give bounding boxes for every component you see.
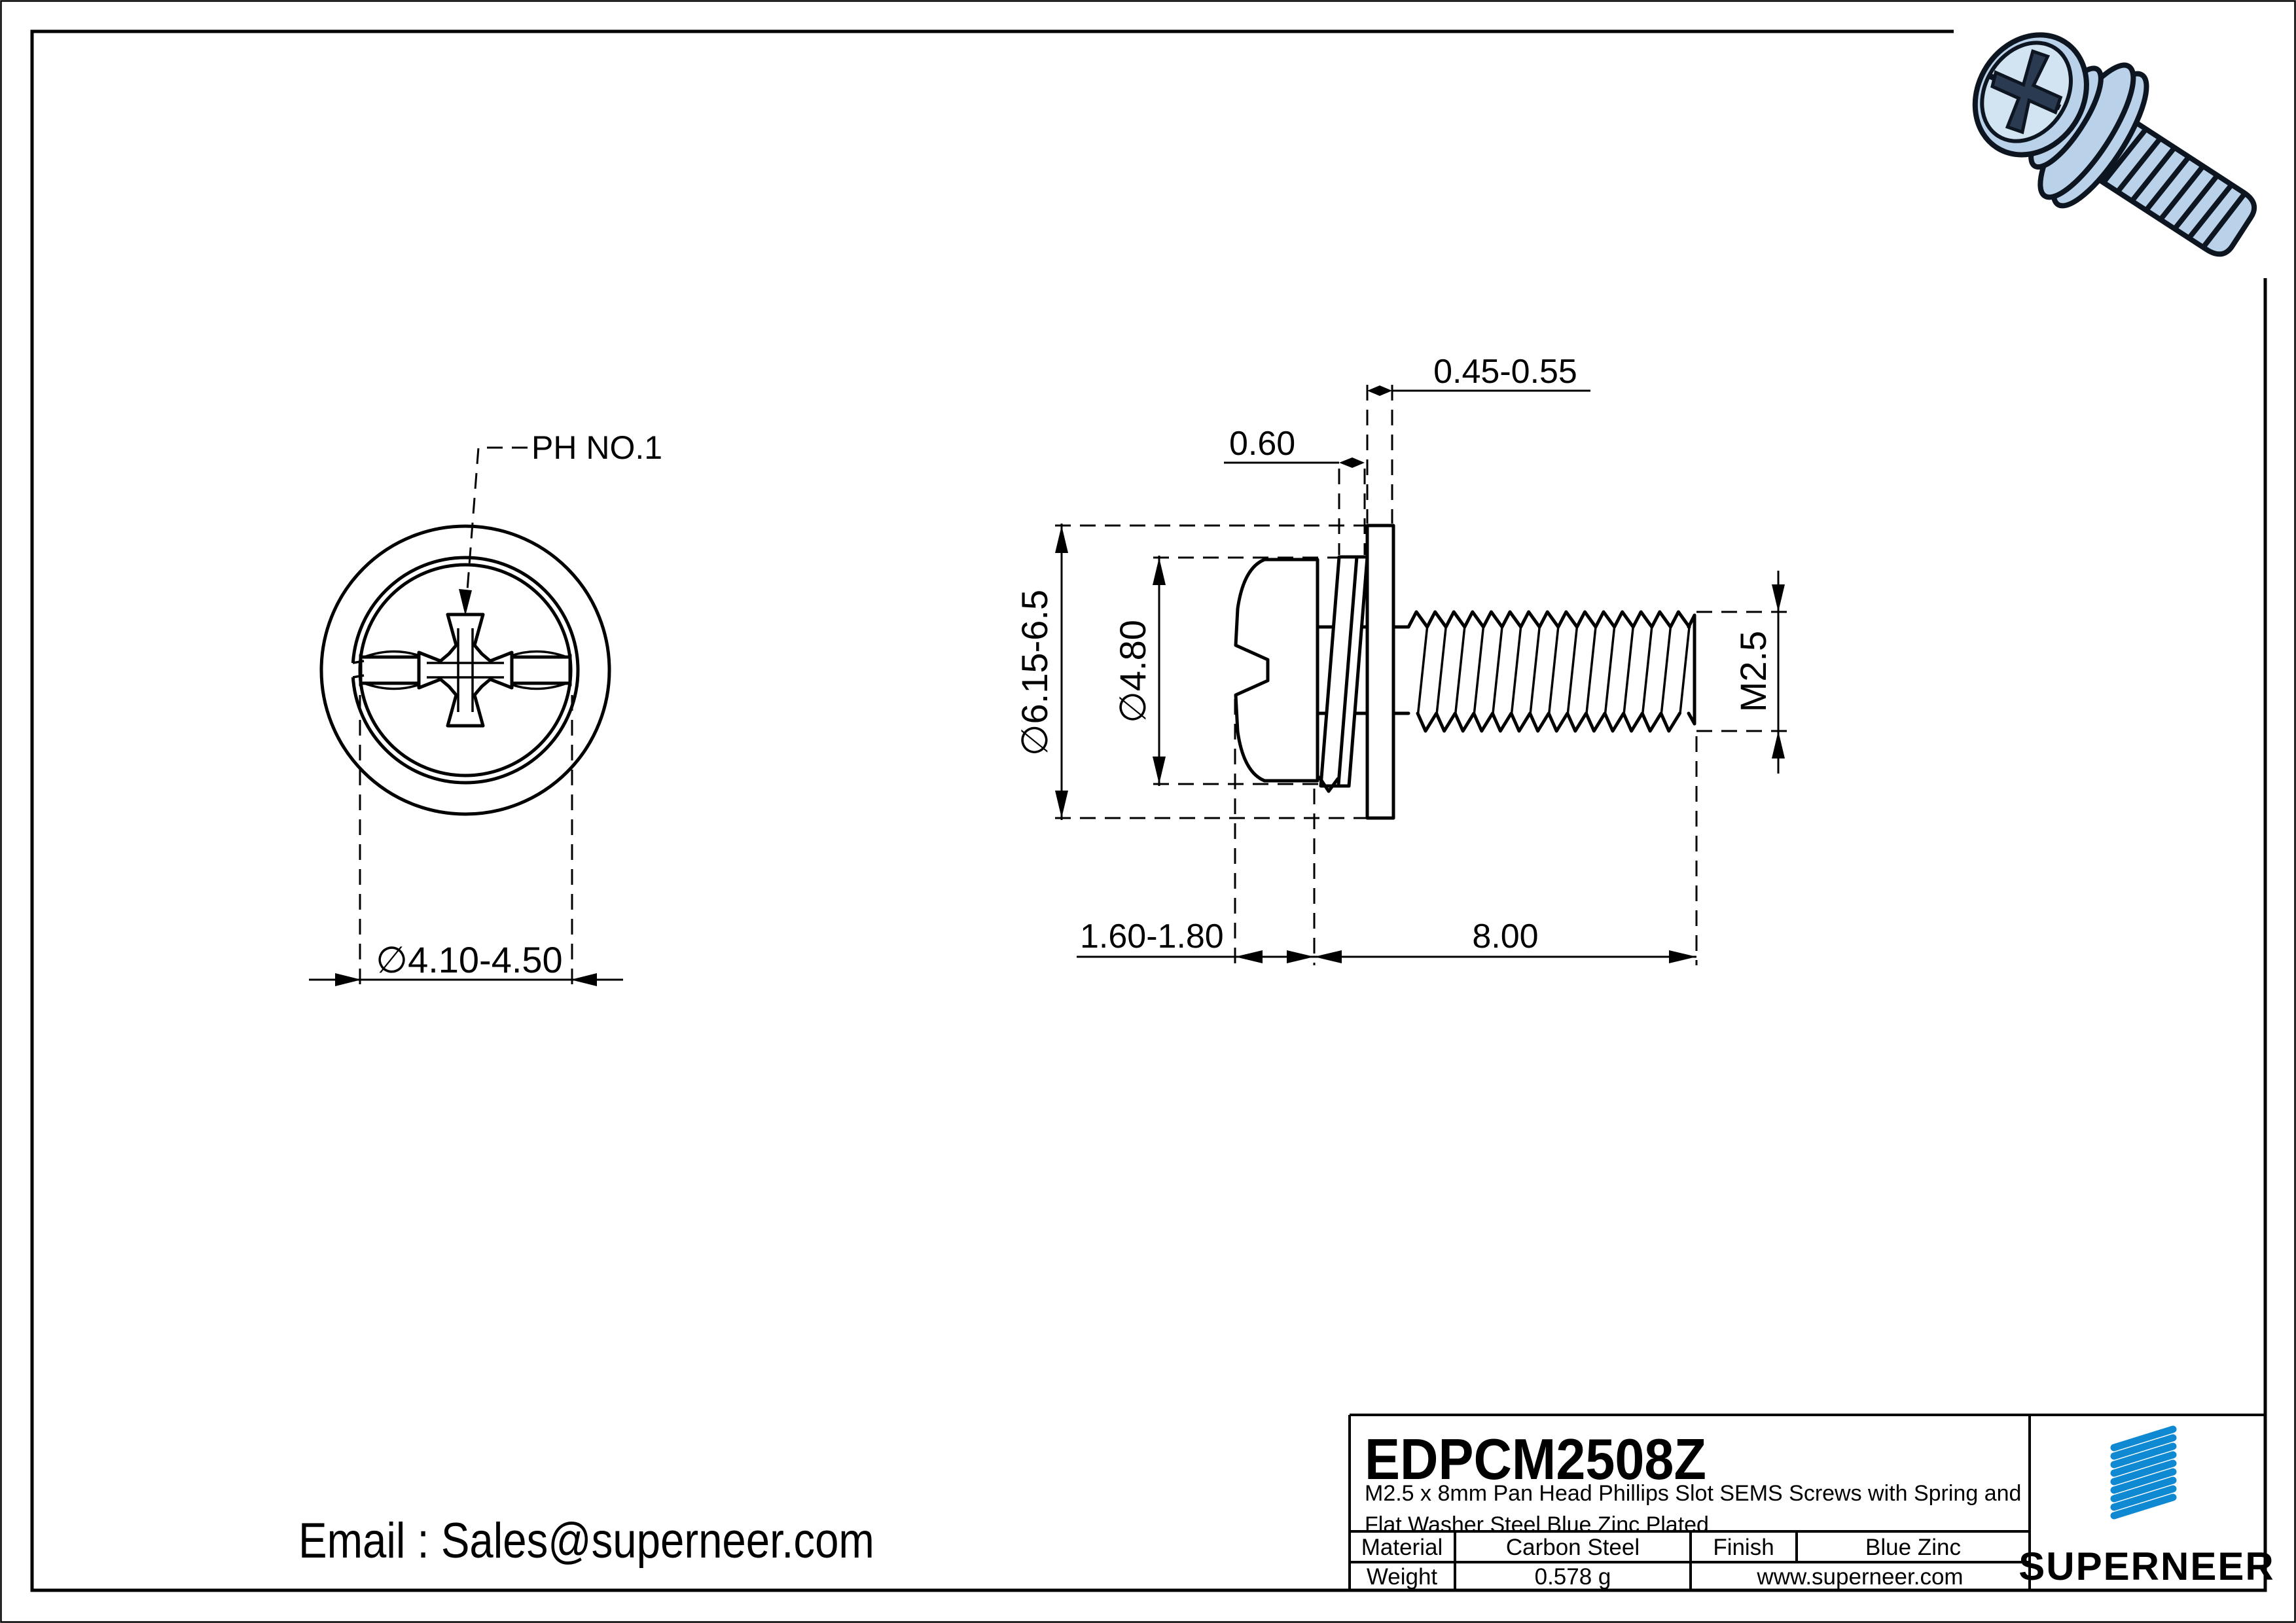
thread-crests-bottom	[1418, 713, 1679, 731]
dim-head-height: 1.60-1.80	[1080, 918, 1224, 955]
page-border	[32, 31, 2265, 1590]
description-line-1: M2.5 x 8mm Pan Head Phillips Slot SEMS Screws with Spring and	[1365, 1481, 2022, 1506]
brand-logo-stripes	[2114, 1429, 2173, 1516]
weight-label: Weight	[1366, 1564, 1438, 1590]
weight-value: 0.578 g	[1534, 1564, 1611, 1590]
thread-profile	[1408, 612, 1695, 731]
length-arrow-r	[1669, 950, 1696, 963]
dim-head-diameter: ∅4.10-4.50	[376, 939, 563, 980]
pan-head-profile	[1236, 560, 1318, 781]
front-dim-arrow-right	[571, 973, 597, 986]
dim-thread-size: M2.5	[1732, 630, 1774, 713]
washer-od-arrow-top	[1055, 526, 1068, 553]
dim-flat-washer-thickness: 0.45-0.55	[1433, 353, 1577, 391]
front-view	[309, 429, 662, 990]
spring-od-arrow-top	[1153, 558, 1166, 585]
description-line-2: Flat Washer Steel Blue Zinc Plated	[1365, 1512, 1709, 1537]
washer-thickness-extensions	[1367, 385, 1392, 524]
length-arrow-l	[1314, 950, 1342, 963]
phillips-cross	[419, 615, 512, 726]
website-link[interactable]: www.superneer.com	[1757, 1564, 1964, 1590]
brand-name: SUPERNEER	[2018, 1544, 2275, 1588]
finish-value: Blue Zinc	[1865, 1535, 1961, 1560]
page-edge-line	[1, 1, 2295, 1622]
spring-thickness-arrow-r	[1352, 457, 1365, 468]
thread-neck	[1393, 627, 1408, 713]
part-number: EDPCM2508Z	[1365, 1426, 1706, 1491]
contact-email: Email : Sales@superneer.com	[298, 1513, 874, 1569]
flat-washer-profile	[1367, 526, 1393, 818]
material-value: Carbon Steel	[1505, 1535, 1640, 1560]
front-dim-arrow-left	[335, 973, 361, 986]
dim-spring-washer-od: ∅4.80	[1112, 620, 1153, 723]
washer-thickness-arrow-l	[1367, 385, 1380, 396]
thread-flanks	[1418, 627, 1689, 713]
finish-label: Finish	[1713, 1535, 1774, 1560]
spring-washer-profile	[1321, 557, 1367, 786]
head-height-arrow-r	[1287, 950, 1314, 963]
head-height-arrow-l	[1235, 950, 1263, 963]
thread-size-arrow-top	[1772, 584, 1785, 612]
spring-thickness-extensions	[1339, 469, 1365, 555]
washer-od-arrow-bot	[1055, 791, 1068, 818]
drive-leader-arrow	[459, 589, 472, 616]
thread-size-arrow-bot	[1772, 731, 1785, 758]
dim-flat-washer-od: ∅6.15-6.5	[1014, 589, 1055, 757]
spring-thickness-arrow-l	[1339, 457, 1352, 468]
dim-spring-washer-thickness: 0.60	[1229, 425, 1296, 463]
washer-thickness-arrow-r	[1380, 385, 1392, 396]
thread-crests-top	[1408, 612, 1689, 627]
dim-thread-length: 8.00	[1472, 918, 1539, 955]
material-label: Material	[1361, 1535, 1443, 1560]
title-block	[1350, 1415, 2275, 1590]
drive-label: PH NO.1	[531, 429, 663, 466]
side-view	[1014, 353, 1795, 965]
spring-od-arrow-bot	[1153, 757, 1166, 784]
